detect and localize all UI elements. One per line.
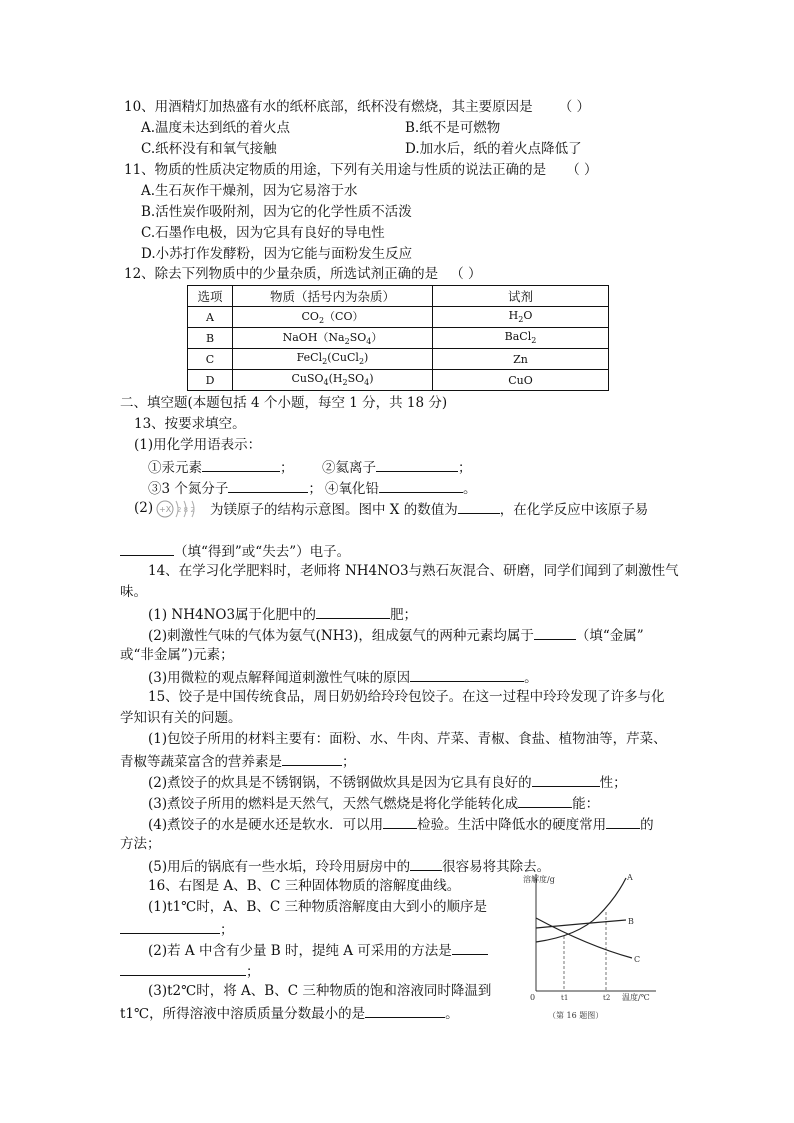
q11-option-b: B.活性炭作吸附剂，因为它的化学性质不活泼 bbox=[141, 204, 412, 220]
q15-stem-1: 15、饺子是中国传统食品，周日奶奶给玲玲包饺子。在这一过程中玲玲发现了许多与化 bbox=[148, 689, 665, 705]
q13-part2: (2) bbox=[134, 500, 154, 516]
q15-part4-cont: 方法； bbox=[120, 836, 161, 852]
section-title: 二、填空题(本题包括 4 个小题，每空 1 分，共 18 分) bbox=[120, 395, 448, 411]
q10-stem: 10、用酒精灯加热盛有水的纸杯底部，纸杯没有燃烧，其主要原因是 （ ） bbox=[124, 99, 590, 115]
table-header-row bbox=[188, 286, 609, 307]
q10-option-a: A.温度未达到纸的着火点 bbox=[141, 120, 291, 136]
atom-shell-label: 2 8 2 bbox=[177, 506, 195, 514]
origin-label: 0 bbox=[530, 993, 536, 1002]
q13-stem: 13、按要求填空。 bbox=[134, 416, 246, 432]
q12-stem: 12、除去下列物质中的少量杂质，所选试剂正确的是 （ ） bbox=[124, 266, 482, 282]
tick-t2: t2 bbox=[603, 994, 611, 1002]
table-cell: $CuSO_4(H_2SO_4)$ bbox=[233, 370, 433, 391]
q15-part1-cont: 青椒等蔬菜富含的营养素是 ； bbox=[120, 751, 356, 771]
q14-part3: (3)用微粒的观点解释闻道刺激性气味的原因 。 bbox=[148, 667, 538, 687]
q10-option-d: D.加水后，纸的着火点降低了 bbox=[405, 141, 582, 157]
table-cell: A bbox=[188, 307, 233, 328]
q11-option-c: C.石墨作电极，因为它具有良好的导电性 bbox=[141, 225, 385, 241]
table-cell: Zn bbox=[433, 349, 609, 370]
q11-option-a: A.生石灰作干燥剂，因为它易溶于水 bbox=[141, 183, 358, 199]
q14-stem-2: 味。 bbox=[120, 584, 147, 600]
series-a-label: A bbox=[627, 873, 633, 882]
table-header: 试剂 bbox=[433, 286, 609, 307]
q16-stem: 16、右图是 A、B、C 三种固体物质的溶解度曲线。 bbox=[148, 878, 461, 894]
table-row bbox=[188, 328, 609, 349]
q15-part5: (5)用后的锅底有一些水垢，玲玲用厨房中的 很容易将其除去。 bbox=[148, 856, 550, 876]
q13-item3: ③3 个氮分子 ； bbox=[148, 478, 322, 498]
q14-part2-cont: 或“非金属”)元素； bbox=[120, 647, 234, 663]
q11-option-d: D.小苏打作发酵粉，因为它能与面粉发生反应 bbox=[141, 246, 413, 262]
table-header: 选项 bbox=[188, 286, 233, 307]
q13-item1: ①汞元素 ； bbox=[148, 457, 294, 477]
q10-option-b: B.纸不是可燃物 bbox=[405, 120, 501, 136]
q15-stem-2: 学知识有关的问题。 bbox=[120, 710, 242, 726]
table-cell: D bbox=[188, 370, 233, 391]
y-axis-label: 溶解度/g bbox=[523, 875, 555, 884]
q14-stem-1: 14、在学习化学肥料时，老师将 NH4NO3与熟石灰混合、研磨，同学们闻到了刺激性气 bbox=[148, 563, 679, 579]
q15-part1: (1)包饺子所用的材料主要有：面粉、水、牛肉、芹菜、青椒、食盐、植物油等，芹菜、 bbox=[148, 731, 667, 747]
table-row bbox=[188, 349, 609, 370]
q14-part2: (2)刺激性气味的气体为氨气(NH3)，组成氨气的两种元素均属于 （填“金属” bbox=[148, 625, 644, 645]
table-cell: $CO_2(CO)$ bbox=[233, 307, 433, 328]
q13-part2-text: 为镁原子的结构示意图。图中 X 的数值为 ，在化学反应中该原子易 bbox=[210, 499, 648, 519]
series-b-curve bbox=[536, 920, 626, 928]
table-cell: CuO bbox=[433, 370, 609, 391]
table-header: 物质（括号内为杂质） bbox=[233, 286, 433, 307]
table-cell: C bbox=[188, 349, 233, 370]
q13-item4: ④氧化铅 。 bbox=[325, 478, 477, 498]
q13-part1: (1)用化学用语表示： bbox=[134, 437, 262, 453]
table-cell: BaCl$_2$ bbox=[433, 328, 609, 349]
q11-stem: 11、物质的性质决定物质的用途，下列有关用途与性质的说法正确的是 （ ） bbox=[124, 162, 598, 178]
q15-part3: (3)煮饺子所用的燃料是天然气，天然气燃烧是将化学能转化成 能： bbox=[148, 793, 599, 813]
table-row bbox=[188, 307, 609, 328]
table-cell: $NaOH(Na_2SO_4)$ bbox=[233, 328, 433, 349]
q16-part3: (3)t2℃时，将 A、B、C 三种物质的饱和溶液同时降温到 bbox=[148, 983, 492, 999]
table-cell: FeCl$_2$(CuCl$_2$) bbox=[233, 349, 433, 370]
q15-part4: (4)煮饺子的水是硬水还是软水．可以用 检验。生活中降低水的硬度常用 的 bbox=[148, 814, 654, 834]
x-axis-label: 温度/℃ bbox=[622, 993, 650, 1002]
chart-caption: （第 16 题图） bbox=[548, 1011, 604, 1020]
q16-part1-cont: ； bbox=[120, 919, 234, 939]
series-b-label: B bbox=[628, 917, 634, 926]
q13-part2-cont: （填“得到”或“失去”）电子。 bbox=[120, 541, 350, 561]
q13-item2: ②氦离子 ； bbox=[322, 457, 472, 477]
q16-part3-cont: t1℃，所得溶液中溶质质量分数最小的是 。 bbox=[120, 1003, 459, 1023]
q16-part1: (1)t1℃时，A、B、C 三种物质溶解度由大到小的顺序是 bbox=[148, 899, 488, 915]
solubility-chart bbox=[518, 866, 658, 1026]
q12-table bbox=[187, 285, 609, 391]
q16-part2-cont: ； bbox=[120, 961, 260, 981]
tick-t1: t1 bbox=[561, 994, 569, 1002]
table-cell: $H_2O$ bbox=[433, 307, 609, 328]
q10-option-c: C.纸杯没有和氧气接触 bbox=[141, 141, 277, 157]
q14-part1: (1) NH4NO3属于化肥中的 肥； bbox=[148, 604, 417, 624]
series-c-label: C bbox=[634, 955, 641, 964]
table-row bbox=[188, 370, 609, 391]
table-cell: B bbox=[188, 328, 233, 349]
atom-nucleus-label: +X bbox=[159, 505, 172, 514]
series-a-curve bbox=[536, 878, 626, 942]
q15-part2: (2)煮饺子的炊具是不锈钢锅，不锈钢做炊具是因为它具有良好的 性； bbox=[148, 772, 627, 792]
magnesium-atom-diagram bbox=[155, 497, 203, 521]
q16-part2: (2)若 A 中含有少量 B 时，提纯 A 可采用的方法是 bbox=[148, 940, 488, 960]
